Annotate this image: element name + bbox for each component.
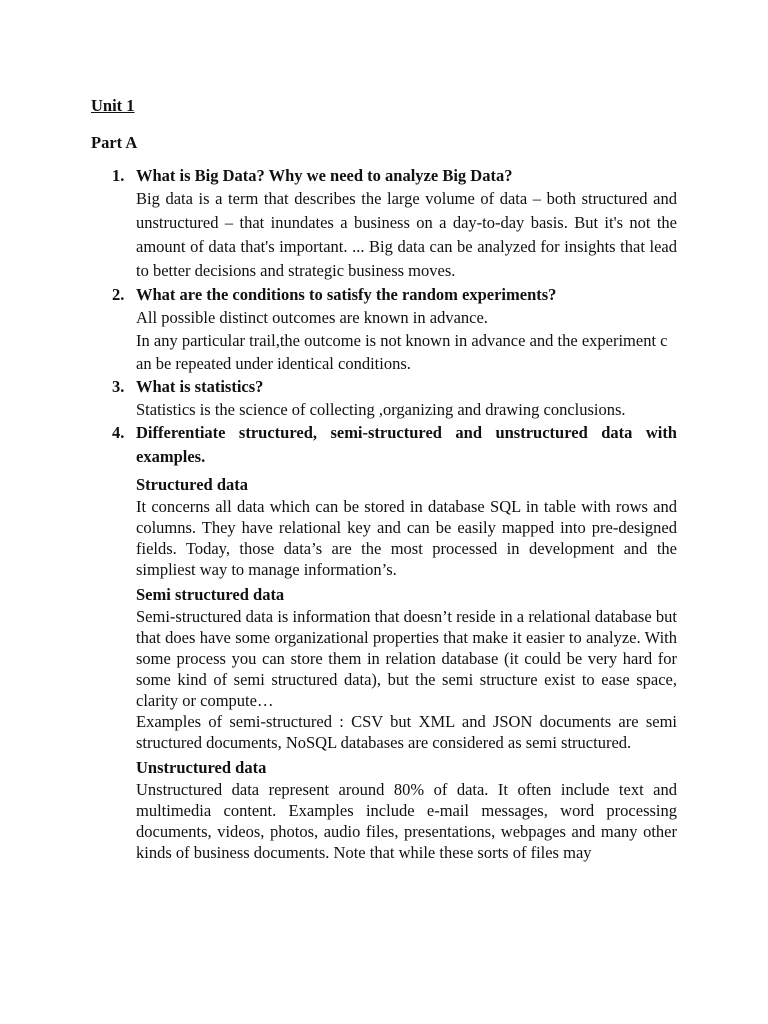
section-structured-data (136, 473, 677, 580)
question-item (91, 375, 677, 421)
section-heading: Unstructured data (136, 758, 267, 777)
answer-paragraph: Statistics is the science of collecting ,organizing and drawing conclusions. (136, 400, 626, 419)
section-paragraph: Unstructured data represent around 80% of data. It often include text and multimedia content. Examples include e-mail messages, word processing documents, videos, photos, audio files, presentations, webpages and many other kinds of business documents. Note that while these sorts of files may (136, 780, 677, 862)
section-paragraph: It concerns all data which can be stored in database SQL in table with rows and columns. They have relational key and can be easily mapped into pre-designed fields. Today, those data’s are the most processed in development and the simpliest way to manage information’s. (136, 497, 677, 579)
section-heading: Structured data (136, 475, 248, 494)
part-title: Part A (91, 133, 138, 152)
answer-paragraph: an be repeated under identical conditions. (136, 354, 411, 373)
unit-title: Unit 1 (91, 96, 135, 115)
answer-paragraph: In any particular trail,the outcome is not known in advance and the experiment c (136, 331, 668, 350)
question-number: 4. (112, 423, 125, 442)
question-item (91, 421, 677, 863)
question-number: 2. (112, 285, 125, 304)
question-text: What is statistics? (136, 377, 264, 396)
question-text: What is Big Data? Why we need to analyze Big Data? (136, 166, 513, 185)
answer (136, 306, 677, 375)
question-text: Differentiate structured, semi-structured and unstructured data with examples. (136, 423, 677, 466)
section-semi-structured-data (136, 583, 677, 753)
question-list (91, 164, 677, 863)
section-paragraph: Semi-structured data is information that doesn’t reside in a relational database but that does have some organizational properties that make it easier to analyze. With some process you can store them in relation database (it could be very hard for some kind of semi structured data), but the semi structure exist to ease space, clarity or compute… (136, 607, 677, 710)
question-item (91, 283, 677, 375)
section-heading: Semi structured data (136, 585, 285, 604)
answer (136, 187, 677, 283)
question-item (91, 164, 677, 283)
section-unstructured-data (136, 756, 677, 863)
section-paragraph: Examples of semi-structured : CSV but XML and JSON documents are semi structured documents, NoSQL databases are considered as semi structured. (136, 712, 677, 752)
answer-paragraph: Big data is a term that describes the large volume of data – both structured and unstructured – that inundates a business on a day-to-day basis. But it's not the amount of data that's important. ... Big data can be analyzed for insights that lead to better decisions and strategic business moves. (136, 189, 677, 280)
question-text: What are the conditions to satisfy the random experiments? (136, 285, 557, 304)
answer (136, 398, 677, 421)
question-number: 3. (112, 377, 125, 396)
question-number: 1. (112, 166, 125, 185)
answer-paragraph: All possible distinct outcomes are known in advance. (136, 308, 488, 327)
